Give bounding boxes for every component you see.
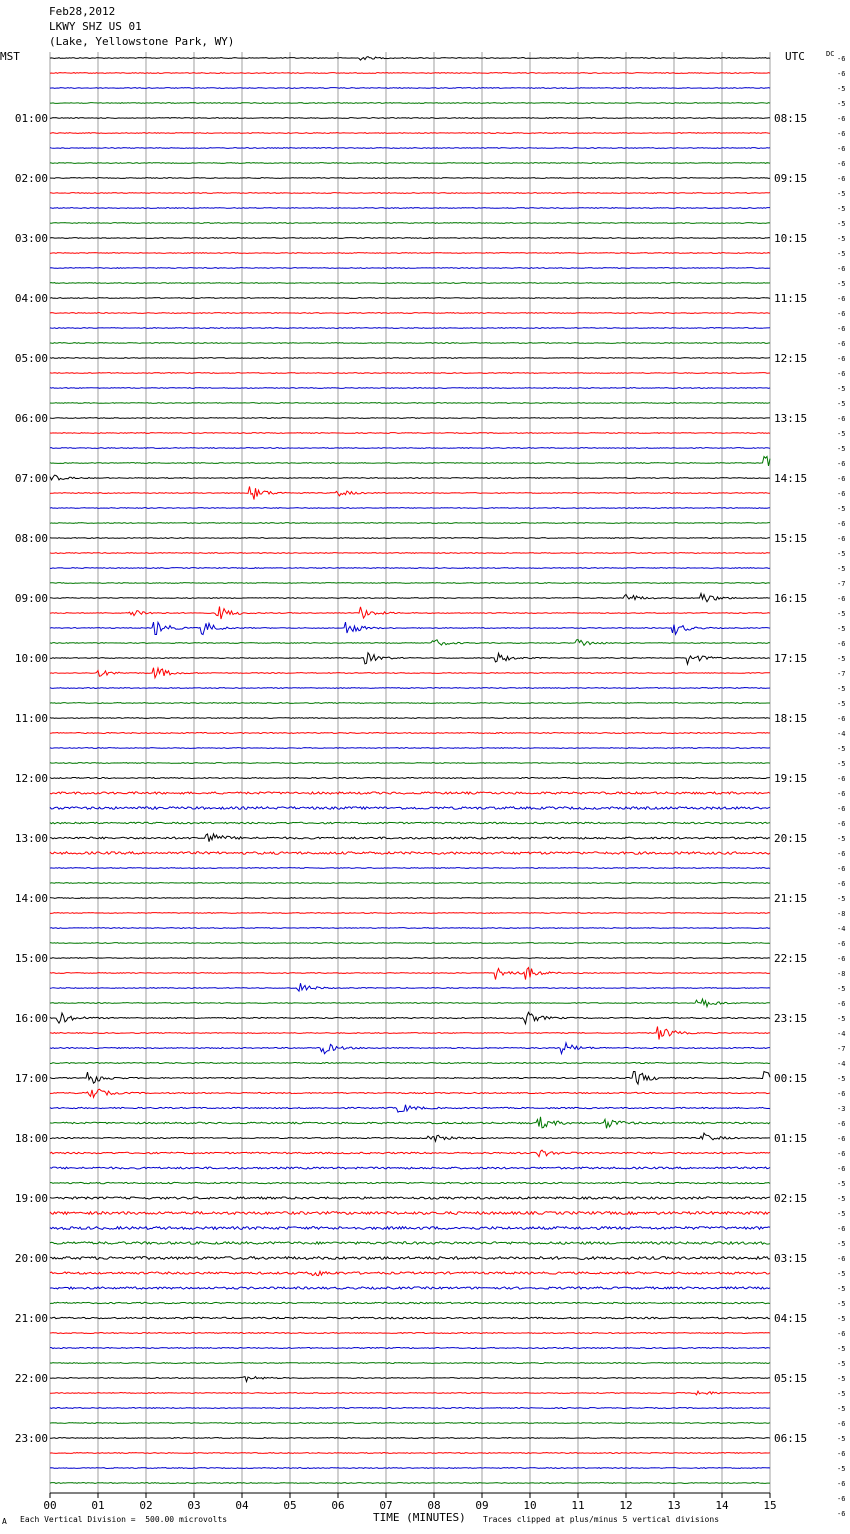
- trace-line-10: [50, 208, 770, 209]
- right-hour-labels: [774, 112, 807, 1445]
- offset-label: -5: [837, 895, 846, 903]
- left-hour-label: 17:00: [14, 1072, 48, 1085]
- trace-line-58: [50, 928, 770, 929]
- left-hour-label: 21:00: [14, 1312, 48, 1325]
- left-hour-label: 10:00: [14, 652, 48, 665]
- x-tick-label-10: 10: [523, 1499, 537, 1512]
- left-hour-label: 19:00: [14, 1192, 48, 1205]
- left-hour-label: 20:00: [14, 1252, 48, 1265]
- right-hour-label: 22:15: [774, 952, 808, 965]
- offset-label: -6: [837, 70, 846, 78]
- offset-label: -5: [837, 400, 846, 408]
- right-hour-label: 00:15: [774, 1072, 808, 1085]
- footer-clip-note: Traces clipped at plus/minus 5 vertical divisions: [483, 1515, 720, 1524]
- trace-line-75: [50, 1182, 770, 1183]
- left-hour-labels: [15, 112, 48, 1445]
- x-tick-label-02: 02: [139, 1499, 153, 1512]
- trace-line-31: [50, 523, 770, 524]
- trace-line-41: [50, 668, 770, 678]
- trace-line-24: [50, 418, 770, 419]
- offset-label: -5: [837, 430, 846, 438]
- offset-label: -6: [837, 1120, 846, 1128]
- right-hour-label: 20:15: [774, 832, 808, 845]
- trace-line-74: [50, 1167, 770, 1169]
- offset-label: -6: [837, 460, 846, 468]
- right-hour-label: 23:15: [774, 1012, 808, 1025]
- right-hour-label: 18:15: [774, 712, 808, 725]
- trace-line-79: [50, 1242, 770, 1244]
- x-axis-title: TIME (MINUTES): [373, 1511, 466, 1524]
- offset-label: -4: [837, 730, 846, 738]
- trace-line-68: [50, 1072, 770, 1085]
- offset-label: -6: [837, 865, 846, 873]
- offset-label: -5: [837, 1180, 846, 1188]
- right-hour-label: 04:15: [774, 1312, 808, 1325]
- trace-line-22: [50, 388, 770, 389]
- offset-label: -5: [837, 220, 846, 228]
- trace-line-49: [50, 792, 770, 794]
- left-hour-label: 05:00: [14, 352, 48, 365]
- trace-line-7: [50, 163, 770, 164]
- trace-line-46: [50, 748, 770, 749]
- trace-line-27: [50, 457, 770, 466]
- offset-label: -6: [837, 640, 846, 648]
- offset-label: -6: [837, 175, 846, 183]
- trace-line-70: [50, 1105, 770, 1112]
- trace-line-91: [50, 1423, 770, 1424]
- trace-line-4: [50, 118, 770, 119]
- trace-line-83: [50, 1302, 770, 1303]
- offset-label: -5: [837, 1210, 846, 1218]
- trace-line-51: [50, 822, 770, 824]
- trace-line-38: [50, 622, 770, 634]
- trace-line-47: [50, 763, 770, 764]
- offset-label: -6: [837, 715, 846, 723]
- trace-line-60: [50, 958, 770, 959]
- offset-label: -5: [837, 1270, 846, 1278]
- offset-label: -5: [837, 250, 846, 258]
- trace-line-80: [50, 1257, 770, 1260]
- footer-scale: Each Vertical Division = 500.00 microvolts: [20, 1515, 228, 1524]
- offset-label: -6: [837, 955, 846, 963]
- trace-line-40: [50, 653, 770, 664]
- x-tick-label-04: 04: [235, 1499, 249, 1512]
- left-hour-label: 06:00: [14, 412, 48, 425]
- left-hour-label: 16:00: [14, 1012, 48, 1025]
- footer-mark: A: [2, 1517, 7, 1526]
- offset-label: -6: [837, 790, 846, 798]
- trace-line-45: [50, 733, 770, 734]
- offset-label: -5: [837, 550, 846, 558]
- offset-label: -7: [837, 580, 846, 588]
- offset-label: -6: [837, 475, 846, 483]
- trace-line-76: [50, 1197, 770, 1199]
- left-hour-label: 08:00: [14, 532, 48, 545]
- trace-line-67: [50, 1062, 770, 1063]
- trace-line-50: [50, 807, 770, 810]
- trace-line-43: [50, 703, 770, 704]
- trace-line-89: [50, 1391, 770, 1395]
- trace-line-25: [50, 433, 770, 434]
- offset-label: -6: [837, 1135, 846, 1143]
- x-tick-label-08: 08: [427, 1499, 441, 1512]
- trace-line-86: [50, 1347, 770, 1348]
- trace-line-18: [50, 328, 770, 329]
- offset-label: -6: [837, 520, 846, 528]
- offset-label: -5: [837, 700, 846, 708]
- trace-line-56: [50, 898, 770, 899]
- trace-line-3: [50, 103, 770, 104]
- trace-line-21: [50, 373, 770, 374]
- trace-line-90: [50, 1408, 770, 1409]
- offset-label: -6: [837, 370, 846, 378]
- left-hour-label: 23:00: [14, 1432, 48, 1445]
- offset-label: -5: [837, 505, 846, 513]
- trace-line-8: [50, 178, 770, 179]
- offset-label: -6: [837, 265, 846, 273]
- trace-line-14: [50, 268, 770, 269]
- right-hour-label: 02:15: [774, 1192, 808, 1205]
- trace-line-26: [50, 448, 770, 449]
- x-tick-label-09: 09: [475, 1499, 489, 1512]
- x-tick-label-07: 07: [379, 1499, 393, 1512]
- offset-label: -4: [837, 1030, 846, 1038]
- trace-line-28: [50, 475, 770, 480]
- trace-line-55: [50, 883, 770, 884]
- right-hour-label: 12:15: [774, 352, 808, 365]
- left-hour-label: 14:00: [14, 892, 48, 905]
- trace-line-37: [50, 607, 770, 620]
- left-hour-label: 03:00: [14, 232, 48, 245]
- trace-line-61: [50, 968, 770, 980]
- header-date: Feb28,2012: [49, 5, 116, 18]
- trace-line-34: [50, 568, 770, 569]
- offset-label: -5: [837, 205, 846, 213]
- offset-label: -6: [837, 295, 846, 303]
- offset-label: -6: [837, 130, 846, 138]
- left-hour-label: 22:00: [14, 1372, 48, 1385]
- x-tick-label-11: 11: [571, 1499, 585, 1512]
- trace-line-62: [50, 983, 770, 991]
- right-offset-labels: [837, 55, 845, 1518]
- trace-line-16: [50, 298, 770, 299]
- trace-line-82: [50, 1287, 770, 1289]
- trace-line-9: [50, 193, 770, 194]
- right-hour-label: 21:15: [774, 892, 808, 905]
- trace-line-63: [50, 999, 770, 1007]
- left-timezone-label: MST: [0, 50, 20, 63]
- right-hour-label: 10:15: [774, 232, 808, 245]
- offset-label: -5: [837, 1375, 846, 1383]
- trace-line-93: [50, 1453, 770, 1454]
- offset-label: -5: [837, 835, 846, 843]
- offset-label: -6: [837, 1165, 846, 1173]
- offset-label: -5: [837, 625, 846, 633]
- offset-label: -6: [837, 310, 846, 318]
- left-hour-label: 18:00: [14, 1132, 48, 1145]
- trace-line-85: [50, 1332, 770, 1333]
- trace-line-23: [50, 403, 770, 404]
- trace-line-30: [50, 508, 770, 509]
- offset-label: -5: [837, 190, 846, 198]
- offset-label: -6: [837, 595, 846, 603]
- offset-label: -6: [837, 1150, 846, 1158]
- offset-label: -6: [837, 850, 846, 858]
- trace-line-20: [50, 358, 770, 359]
- right-hour-label: 15:15: [774, 532, 808, 545]
- x-tick-label-03: 03: [187, 1499, 201, 1512]
- trace-line-95: [50, 1483, 770, 1484]
- trace-line-52: [50, 834, 770, 842]
- offset-label: -5: [837, 1390, 846, 1398]
- trace-line-1: [50, 73, 770, 74]
- offset-label: -6: [837, 880, 846, 888]
- offset-label: -6: [837, 1000, 846, 1008]
- trace-line-39: [50, 639, 770, 645]
- offset-label: -5: [837, 1360, 846, 1368]
- x-tick-label-00: 00: [43, 1499, 57, 1512]
- x-tick-label-01: 01: [91, 1499, 105, 1512]
- left-hour-label: 09:00: [14, 592, 48, 605]
- trace-line-57: [50, 913, 770, 914]
- offset-label: -5: [837, 610, 846, 618]
- seismic-traces: [50, 57, 770, 1484]
- offset-label: -5: [837, 1240, 846, 1248]
- offset-label: -5: [837, 1435, 846, 1443]
- offset-label: -5: [837, 1405, 846, 1413]
- left-hour-label: 11:00: [14, 712, 48, 725]
- offset-label: -6: [837, 775, 846, 783]
- trace-line-88: [50, 1377, 770, 1382]
- right-hour-label: 01:15: [774, 1132, 808, 1145]
- trace-line-42: [50, 688, 770, 689]
- offset-label: -6: [837, 1495, 846, 1503]
- trace-line-72: [50, 1133, 770, 1141]
- offset-label: -6: [837, 1090, 846, 1098]
- x-tick-label-14: 14: [715, 1499, 729, 1512]
- offset-label: -6: [837, 1255, 846, 1263]
- trace-line-19: [50, 343, 770, 344]
- right-hour-label: 05:15: [774, 1372, 808, 1385]
- trace-line-73: [50, 1150, 770, 1157]
- trace-line-87: [50, 1363, 770, 1364]
- offset-label: -5: [837, 280, 846, 288]
- trace-line-65: [50, 1027, 770, 1040]
- offset-label: -6: [837, 490, 846, 498]
- offset-label: -6: [837, 940, 846, 948]
- trace-line-6: [50, 148, 770, 149]
- offset-label: -5: [837, 385, 846, 393]
- trace-line-2: [50, 88, 770, 89]
- trace-line-84: [50, 1317, 770, 1319]
- offset-label: -5: [837, 1075, 846, 1083]
- trace-line-15: [50, 283, 770, 284]
- trace-line-94: [50, 1468, 770, 1469]
- x-tick-label-05: 05: [283, 1499, 297, 1512]
- offset-label: -5: [837, 100, 846, 108]
- x-tick-label-15: 15: [763, 1499, 777, 1512]
- trace-line-44: [50, 718, 770, 719]
- trace-line-13: [50, 253, 770, 254]
- trace-line-66: [50, 1043, 770, 1054]
- offset-label: -5: [837, 85, 846, 93]
- offset-label: -5: [837, 565, 846, 573]
- trace-line-54: [50, 868, 770, 869]
- offset-label: -5: [837, 445, 846, 453]
- offset-label: -6: [837, 820, 846, 828]
- left-hour-label: 04:00: [14, 292, 48, 305]
- offset-label: -6: [837, 1450, 846, 1458]
- trace-line-12: [50, 238, 770, 239]
- offset-label: -6: [837, 535, 846, 543]
- trace-line-69: [50, 1089, 770, 1097]
- offset-label: -6: [837, 55, 846, 63]
- offset-label: -6: [837, 1420, 846, 1428]
- offset-label: -6: [837, 145, 846, 153]
- left-hour-label: 12:00: [14, 772, 48, 785]
- trace-line-0: [50, 57, 770, 61]
- header-location: (Lake, Yellowstone Park, WY): [49, 35, 235, 48]
- trace-line-77: [50, 1212, 770, 1215]
- left-hour-label: 02:00: [14, 172, 48, 185]
- right-hour-label: 17:15: [774, 652, 808, 665]
- offset-label: -5: [837, 1315, 846, 1323]
- right-hour-label: 19:15: [774, 772, 808, 785]
- trace-line-64: [50, 1012, 770, 1023]
- offset-label: -8: [837, 970, 846, 978]
- offset-label: -6: [837, 415, 846, 423]
- offset-label: -7: [837, 1045, 846, 1053]
- trace-line-92: [50, 1438, 770, 1439]
- offset-label: -7: [837, 670, 846, 678]
- right-hour-label: 11:15: [774, 292, 808, 305]
- offset-label: -6: [837, 355, 846, 363]
- trace-line-53: [50, 852, 770, 855]
- x-tick-label-13: 13: [667, 1499, 681, 1512]
- right-hour-label: 06:15: [774, 1432, 808, 1445]
- offset-label: -5: [837, 760, 846, 768]
- trace-line-78: [50, 1227, 770, 1230]
- left-hour-label: 13:00: [14, 832, 48, 845]
- right-hour-label: 14:15: [774, 472, 808, 485]
- offset-label: -6: [837, 1225, 846, 1233]
- offset-label: -5: [837, 1285, 846, 1293]
- offset-label: -5: [837, 1015, 846, 1023]
- x-axis: [43, 1493, 776, 1512]
- trace-line-35: [50, 583, 770, 584]
- offset-label: -6: [837, 340, 846, 348]
- trace-line-81: [50, 1271, 770, 1275]
- x-tick-label-12: 12: [619, 1499, 633, 1512]
- offset-label: -6: [837, 115, 846, 123]
- trace-line-17: [50, 313, 770, 314]
- offset-label: -5: [837, 1465, 846, 1473]
- trace-line-71: [50, 1117, 770, 1128]
- dc-label: DC: [826, 50, 835, 58]
- offset-label: -6: [837, 160, 846, 168]
- left-hour-label: 15:00: [14, 952, 48, 965]
- offset-label: -4: [837, 1060, 846, 1068]
- left-hour-label: 01:00: [14, 112, 48, 125]
- offset-label: -6: [837, 1330, 846, 1338]
- trace-line-59: [50, 943, 770, 944]
- trace-line-5: [50, 133, 770, 134]
- offset-label: -5: [837, 235, 846, 243]
- offset-label: -5: [837, 745, 846, 753]
- offset-label: -5: [837, 655, 846, 663]
- right-hour-label: 09:15: [774, 172, 808, 185]
- trace-line-33: [50, 553, 770, 554]
- offset-label: -6: [837, 325, 846, 333]
- trace-line-32: [50, 538, 770, 539]
- offset-label: -6: [837, 1480, 846, 1488]
- x-tick-label-06: 06: [331, 1499, 345, 1512]
- offset-label: -4: [837, 925, 846, 933]
- offset-label: -6: [837, 805, 846, 813]
- trace-line-48: [50, 777, 770, 778]
- right-hour-label: 08:15: [774, 112, 808, 125]
- offset-label: -8: [837, 910, 846, 918]
- right-hour-label: 16:15: [774, 592, 808, 605]
- trace-line-36: [50, 593, 770, 601]
- offset-label: -6: [837, 1510, 846, 1518]
- offset-label: -5: [837, 1300, 846, 1308]
- offset-label: -5: [837, 1345, 846, 1353]
- trace-line-11: [50, 223, 770, 224]
- right-hour-label: 13:15: [774, 412, 808, 425]
- offset-label: -5: [837, 985, 846, 993]
- offset-label: -5: [837, 685, 846, 693]
- offset-label: -5: [837, 1195, 846, 1203]
- offset-label: -3: [837, 1105, 846, 1113]
- header-station: LKWY SHZ US 01: [49, 20, 142, 33]
- right-timezone-label: UTC: [785, 50, 805, 63]
- right-hour-label: 03:15: [774, 1252, 808, 1265]
- trace-line-29: [50, 487, 770, 500]
- left-hour-label: 07:00: [14, 472, 48, 485]
